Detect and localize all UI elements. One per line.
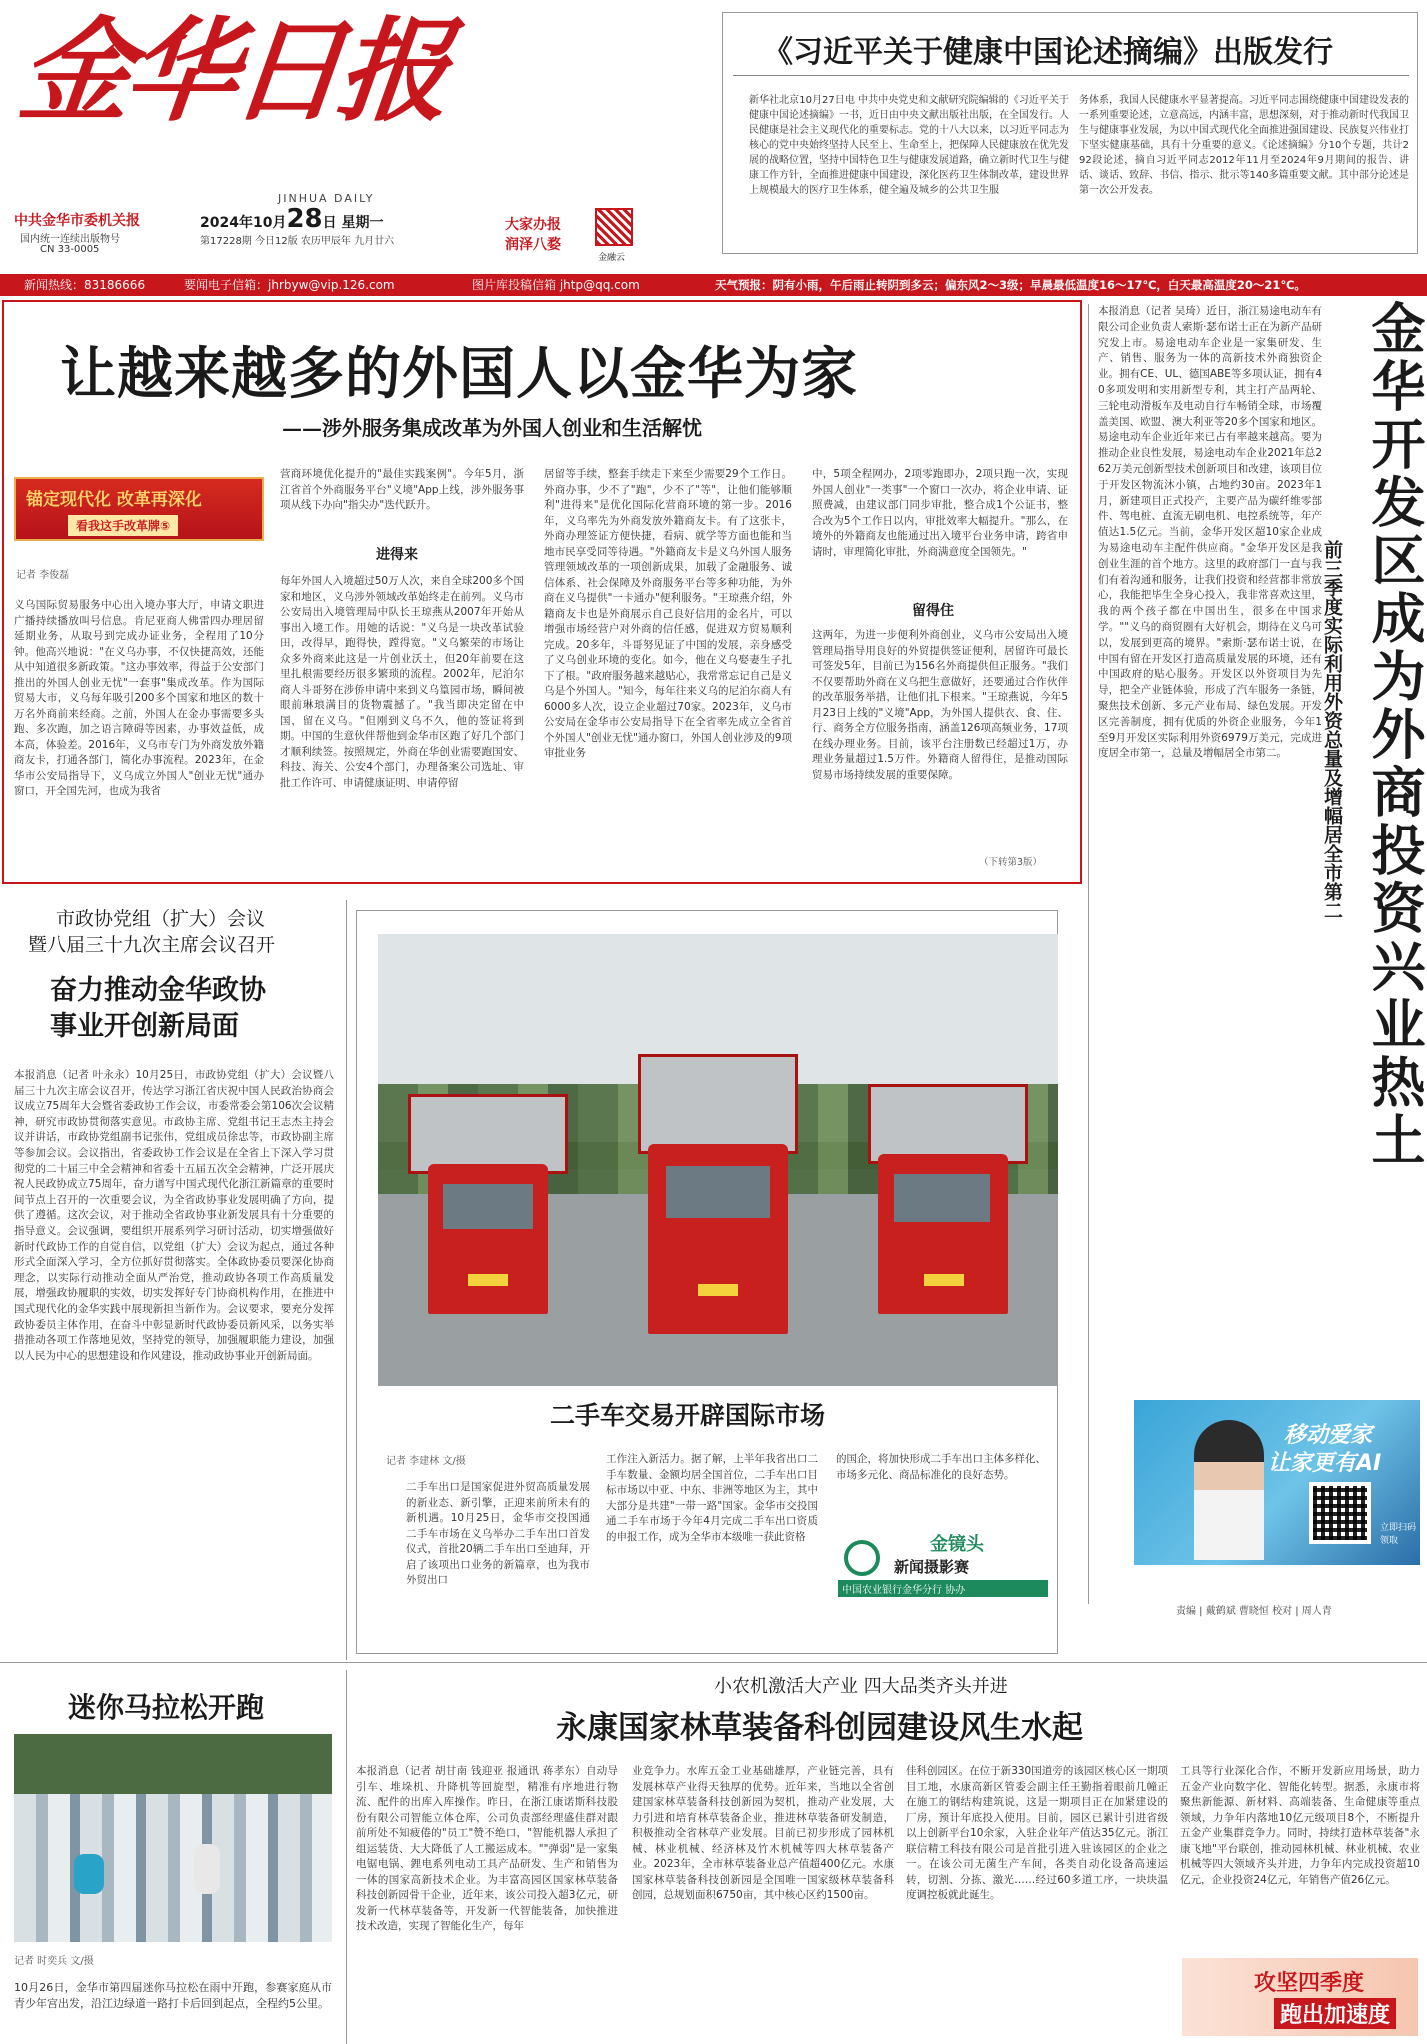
promo-banner [1182,1958,1418,2036]
lead-byline: 记者 李俊磊 [16,570,70,581]
app-qr-icon [595,208,633,246]
lead-col1: 义乌国际贸易服务中心出入境办事大厅，申请文职进广播持续播放叫号信息。肯尼亚商人佛雷四办理居留延期业务，从取号到完成办证业务，全程用了10分钟。他高兴地说："在义乌办事，不仅快捷高效，还能从中知道很多新政策。"这办事效率，得益于公安部门推出的外国人创业无忧"一套事"集成改革。作为国际贸易大市，义乌每年吸引200多个国家和地区的数十万名外商前来经商。之前，外国人在金办事需要多头跑、多次跑，加之语言障碍等因素，办事效益低，成本高，体验差。2016年，义乌市专门为外商发放外籍商友卡，打通各部门，简化办事流程。2023年，在金华市公安局指导下，义乌成立外国人"创业无忧"通办窗口，开全国先河，也成为我省 [14,599,264,797]
lead-col2b: 每年外国人入境超过50万人次，来自全球200多个国家和地区，义乌涉外领域改革始终走在前列。义乌市公安局出入境管理局中队长王琼燕从2007年开始从事出入境工作。用她的话说："义乌是一块改革试验田，改得早，跑得快，蹚得宽。"义乌繁荣的市场让众多外商来此这是一片创业沃土，但20年前要在这里扎根需要经历很多繁琐的流程。2002年，尼泊尔商人斗哥努在涉侨申请中来到义乌篁园市场，瞬间被眼前琳琅满目的货物震撼了。"我当即决定留在中国，留在义乌。"但刚到义乌不久，他的签证将到期。中国的生意伙伴帮他到金华市区跑了好几个部门才顺利续签。按照规定，外商在华创业需要跑国安、科技、海关、公安4个部门，办理备案公司选址、审批工作许可、申请健康证明、申请停留 [280,575,524,789]
abc-logo-icon [844,1540,880,1576]
masthead [0,0,720,263]
stamp-sponsor: 中国农业银行金华分行 协办 [838,1580,1048,1597]
cppcc-title1: 奋力推动金华政协 [50,975,266,1006]
right-story-subtitle: 前三季度实际利用外资总量及增幅居全市第二 [1321,540,1343,920]
bottom-col3: 佳科创园区。在位于新330国道旁的该园区核心区一期项目工地，水康高新区管委会副主任王勤指着眼前几幢正在施工的钢结构建筑说，这是一期项目正在加紧建设的厂房，预计年底投入使用。目前，园区已累计引进省级以上创新平台10余家，入驻企业年产值达35亿元。浙江联信精工科技有限公司是首批引进入驻该园区的企业之一。在该公司无菌生产车间，各类自动化设备高速运转，切割、分拣、激光……经过60多道工序，一块块温度调控板就此诞生。 [906,1765,1168,1901]
top-story-box [722,12,1418,254]
top-story-col2: 务体系，我国人民健康水平显著提高。习近平同志围绕健康中国建设发表的一系列重要论述，立意高远，内涵丰富，思想深刻，对于推动新时代我国卫生与健康事业发展，为以中国式现代化全面推进强国建设、民族复兴伟业打下坚实健康基础，具有十分重要的意义。《论述摘编》分10个专题，共计292段论述，摘自习近平同志2012年11月至2024年9月期间的报告、讲话、谈话、致辞、书信、指示、批示等140多篇重要文献。其中部分论述是第一次公开发表。 [1079,95,1409,196]
lead-col3: 居留等手续，整套手续走下来至少需要29个工作日。外商办事，少不了"跑"，少不了"等"，让他们能够顺利"进得来"是优化国际化营商环境的第一步。2016年，义乌率先为外商发放外籍商友卡。有了这张卡，外商办理签证方便快捷，看病、就学等方面也能和当地市民享受同等待遇。"外籍商友卡是义乌外国人服务管理领域改革的一项创新成果，加载了金融服务、诚信体系、社会保障及外商服务平台等多种功能，为外商在义乌提供"一卡通办"便利服务。"王琼燕介绍，外籍商友卡也是外商展示自己良好信用的金名片，可以增强市场经营户对外商的信任感，促进双方贸易顺利完成。20多年，斗哥努见证了中国的发展，亲身感受了义乌创业环境的变化。如今，他在义乌娶妻生子扎下了根。"政府服务越来越贴心，我常常忘记自己是义乌是个外国人。"知今，每年往来义乌的尼泊尔商人有6000多人次，设立企业超过70家。2023年，义乌市公安局在金华市公安局指导下在全省率先成立全省首个外国人"创业无忧"通办窗口，外国人创业涉及的9项审批业务 [544,468,792,759]
marathon-title: 迷你马拉松开跑 [68,1691,265,1724]
bottom-kicker: 小农机激活大产业 四大品类齐头并进 [714,1676,1008,1697]
lead-col4b: 这两年，为进一步便利外商创业，义乌市公安局出入境管理局指导用良好的外贸提供签证便利，居留许可最长可签发5年，目前已为156名外商提供但正服务。"我们不仅要帮助外商在义乌把生意做好，还要通过合作伙伴的改革服务举措，让他们扎下根来。"王琼燕说，今年5月23日上线的"义境"App，为外国人提供衣、食、住、行、商务全方位服务指南，涵盖126项高频业务，17项在线办理业务。目前，该平台注册数已经超过1万，办理业务量超过1.5万件。外籍商人留得住，是推动国际贸易市场持续发展的重要保障。 [812,629,1068,781]
lead-story [2,300,1082,884]
slogan-2: 润泽八婺 [505,237,561,253]
bottom-title: 永康国家林草装备科创园建设风生水起 [556,1710,1083,1746]
cppcc-kicker2: 暨八届三十九次主席会议召开 [28,934,276,956]
bottom-col4: 工具等行业深化合作，不断开发新应用场景，助力五金产业向数字化、智能化转型。据悉，永康市将聚焦新能源、新材料、高端装备、生命健康等重点领域，力争年内落地10亿元级项目8个，不断提升五金产业集群竞争力。同时，持续打造林草装备"永康飞地"平台联创，推动园林机械、林业机械、农业机械等四大领域齐头并进，力争年内完成投资超10亿元，企业投资24亿元，年销售产值26亿元。 [1180,1765,1420,1886]
promo-line1: 攻坚四季度 [1254,1970,1365,1996]
bottom-col1: 本报消息（记者 胡甘南 钱迎亚 报通讯 蒋孝东）自动导引车、堆垛机、升降机等回旋型，精准有序地进行物流、配件的出库入库操作。昨日，在浙江康诺斯科技股份有限公司智能立体仓库，公司负责部经理盛佳群对跟前所处不知疲倦的"员工"赞不绝口，"智能机器人承担了组运装货、大大降低了人工搬运成本。""弹弱"是一家集电锯电锅、鋰电系列电动工具产品研发、生产和销售为一体的国家高新技术企业。为丰富高园区国家林草装备科技创新园骨干企业，近年来，该公司投入超3亿元，研发新一代林草装备等，开发新一代智能装备，加快推进技术改造，实现了智能化生产，每年 [356,1765,618,1932]
app-label: 金融云 [598,253,626,263]
photo-caption-title: 二手车交易开辟国际市场 [550,1401,826,1430]
truck-right [848,1084,1038,1334]
photo-email[interactable]: 图片库投稿信箱 jhtp@qq.com [472,278,640,292]
photo-col3: 的国企，将加快形成二手车出口主体多样化、市场多元化、商品标准化的良好态势。 [836,1453,1046,1481]
section-heading-jindelai: 进得来 [376,547,418,563]
ad-line1: 移动爱家 [1284,1423,1373,1448]
issn-code: CN 33-0005 [40,244,100,255]
ad-qr-icon [1309,1482,1371,1544]
logo-pinyin: JINHUA DAILY [278,192,375,205]
date-line [200,204,384,234]
right-story-title: 金华开发区成为外商投资兴业热土 [1363,300,1427,1170]
marathon-photo [14,1734,332,1942]
ad-banner[interactable] [1134,1400,1420,1565]
photo-contest-stamp [838,1526,1048,1596]
lead-col2: 营商环境优化提升的"最佳实践案例"。今年5月，浙江省首个外商服务平台"义境"App上线，涉外服务事项从线下办向"指尖办"迭代跃升。 [280,468,524,511]
continued-note: （下转第3版） [979,857,1043,868]
bottom-col2: 业竞争力。水库五金工业基础雄厚，产业链完善，具有发展林草产业得天独厚的优势。近年来，当地以全省创建国家林草装备科技创新园为契机，推动产业发展，大力引进和培育林草装备企业，推进林草装备研发制造，积极推动全省林草产业发展。目前已初步形成了园林机械、林业机械、经济林及竹木机械等四大林草装备产业。2023年，全市林草装备业总产值超400亿元。水康国家林草装备科技创新园是全国唯一国家级林草装备科创园，总规划面积6750亩，其中核心区约1500亩。 [632,1765,894,1901]
ad-person [1194,1420,1264,1560]
photo-col2: 工作注入新活力。据了解，上半年我省出口二手车数量、金额均居全国首位，二手车出口目标市场以中亚、中东、非洲等地区为主，其中大部分是共建"一带一路"国家。金华市交投国通二手车市场于今年4月完成二手车出口资质的申报工作，成为全华市本级唯一获此资格 [606,1453,818,1543]
truck-center [628,1054,808,1344]
cppcc-text: 本报消息（记者 叶永永）10月25日，市政协党组（扩大）会议暨八届三十九次主席会议召开，传达学习浙江省庆祝中国人民政治协商会议成立75周年大会暨省委政协工作会议，市委常委会第106次会议精神，研究市政协贯彻落实意见。市政协主席、党组书记王志杰主持会议并讲话，市政协党组副书记张伟，党组成员徐忠等，市政协副主席等参加会议。会议指出，省委政协工作会议是在全省上下深入学习贯彻党的二十届三中全会精神和省委十五届五次全会精神，广泛开展庆祝人民政协成立75周年，奋力谱写中国式现代化浙江新篇章的重要时间节点上召开的一次重要会议，为全省政协事业发展明确了方向，提供了遵循。这次会议，对于推动全省政协事业新发展具有十分重要的指导意义。会议强调，要组织开展系列学习研讨活动，切实增强做好新时代政协工作的自觉自信，以党组（扩大）会议为起点，通过各种形式全面深入学习，全方位抓好贯彻落实。全体政协委员要深化协商理念，以实际行动推动全面从严治党，推动政协各项工作高质量发展，增强政协履职的实效，切实发挥好专门协商机构作用，在推进中国式现代化的金华实践中展现新担当新作为。会议要求，要充分发挥政协委员主体作用，在奋斗中彰显新时代政协委员新风采，以务实举措推动各项工作落地见效，坚持党的领导，加强履职能力建设，加强以人民为中心的思想建设和作风建设，推动政协事业开创新局面。 [14,1069,334,1362]
right-story-text: 本报消息（记者 吴琦）近日，浙江易途电动车有限公司企业负责人索斯·瑟布诺士正在为新产品研究发上市。易途电动车企业是一家集研发、生产、销售、服务为一体的高新技术外商独资企业。拥有CE、UL、德国ABE等多项认证，拥有40多项发明和实用新型专利，其主打产品两轮、三轮电动滑板车及电动自行车畅销全球，市场覆盖美国、欧盟、澳大利亚等20多个国家和地区。易途电动车企业近年来已占有率越来越高。要为推动企业良性发展，易途电动车企业2021年总262万美元创新型技术创新项目和改建，该项目位于开发区物流沐小镇，占地约30亩。2023年1月，新建项目正式投产，主要产品为碳纤维零部件、驾电桩、直流无刷电机、电控系统等，年产值达1.5亿元。当前，金华开发区超10家企业成为易途电动车主配件供应商。"金华开发区是我创业生涯的首个地方。这里的政府部门一直与我们有着沟通和服务，让我们投资和经营都非常放心，我能把毕生全身心投入，我非常喜欢这里，我的两个孩子都在中国出生，很多在中国求学。""义乌的商贸圈有大好机会，期待在义乌可以，发展到更高的境界。"索斯·瑟布诺士说，在中国有留在开发区打造高质量发展的环境，还有中国政府的贴心服务。开发区以外资项目为先导，把全产业链体验，形成了汽车服务一条链，聚焦技术创新、多元产业布局、绿色发展。开发区完善制度，拥有优质的外资企业服务，今年1至9月开发区实际利用外资6979万美元，完成进度居全市第一，总量及增幅居全市第二。 [1098,305,1322,760]
promo-line2: 跑出加速度 [1274,1998,1396,2029]
date-suffix: 日 星期一 [322,215,384,231]
weather-forecast: 天气预报：阴有小雨，午后雨止转阴到多云；偏东风2～3级；早晨最低温度16～17℃，白天最高温度20～21℃。 [715,278,1306,292]
news-email[interactable]: 要闻电子信箱：jhrbyw@vip.126.com [184,278,395,292]
party-org: 中共金华市委机关报 [14,213,140,229]
reform-banner-sub: 看我这手改革牌⑤ [68,515,178,536]
date-prefix: 2024年10月 [200,215,287,231]
stamp-sub: 新闻摄影赛 [894,1558,970,1576]
photo-byline: 记者 李建林 文/摄 [386,1456,466,1467]
marathon-text: 10月26日，金华市第四届迷你马拉松在雨中开跑，参赛家庭从市青少年宫出发，沿江边绿道一路打卡后回到起点，全程约5公里。 [14,1981,332,2010]
lead-title: 让越来越多的外国人以金华为家 [60,341,858,407]
photo-col1: 二手车出口是国家促进外贸高质量发展的新业态、新引擎，正迎来前所未有的新机遇。10月25日，金华市交投国通二手车市场在义乌举办二手车出口首发仪式，首批20辆二手车出口至迪拜，开启了该项出口业务的新篇章，也为我市外贸出口 [406,1481,590,1586]
page-credits: 责编 | 戴鹤斌 曹晓恒 校对 | 周人青 [1176,1606,1332,1617]
newspaper-logo: 金华日报 [13,6,451,137]
truck-left [398,1094,578,1334]
reform-banner [14,477,264,541]
cppcc-title2: 事业开创新局面 [50,1011,239,1042]
top-story-col1: 新华社北京10月27日电 中共中央党史和文献研究院编辑的《习近平关于健康中国论述摘编》一书，近日由中央文献出版社出版，在全国发行。人民健康是社会主义现代化的重要标志。党的十八大以来，以习近平同志为核心的党中央始终坚持人民至上、生命至上，把保障人民健康放在优先发展的战略位置，坚持中国特色卫生与健康发展道路，确立新时代卫生与健康工作方针，全面推进健康中国建设，深化医药卫生体制改革，建设世界上规模最大的医疗卫生体系，健全遍及城乡的公共卫生服 [749,95,1069,196]
info-bar [0,274,1427,296]
section-heading-liudezhu: 留得住 [912,603,954,619]
ad-qr-label: 立即扫码领取 [1380,1523,1417,1546]
cppcc-kicker1: 市政协党组（扩大）会议 [56,908,266,930]
date-day: 28 [286,204,323,234]
issn-label: 国内统一连续出版物号 [20,234,120,245]
slogan-1: 大家办报 [505,217,561,233]
ad-line2: 让家更有AI [1268,1451,1382,1476]
news-photo-trucks [378,934,1058,1386]
hotline: 新闻热线：83186666 [24,278,146,292]
reform-banner-title: 锚定现代化 改革再深化 [26,490,202,510]
lead-subtitle: ——涉外服务集成改革为外国人创业和生活解忧 [282,416,702,440]
top-story-title: 《习近平关于健康中国论述摘编》出版发行 [763,35,1333,70]
marathon-byline: 记者 时奕兵 文/摄 [14,1956,94,1967]
lead-col4: 中，5项全程网办，2项零跑即办，2项只跑一次，实现外国人创业"一类事"一个窗口一次办，将企业申请、证照费减，由建议部门同步审批，整合成1个公证书，整合改为5个工作日以内，审批效率大幅提升。"那么，在境外的外籍商友也能通过出入境平台业务申请，跨省申请时，审理简化审批，外商满意度全国领先。" [812,468,1068,558]
stamp-title: 金镜头 [930,1534,984,1555]
issue-info: 第17228期 今日12版 农历甲辰年 九月廿六 [200,236,395,247]
